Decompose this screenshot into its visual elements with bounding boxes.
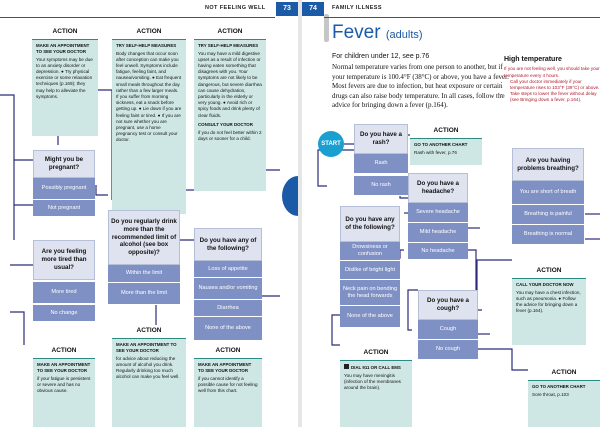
- question-following-left: Do you have any of the following?: [194, 228, 262, 261]
- action-box-anxiety: ACTION MAKE AN APPOINTMENT TO SEE YOUR DOCTOR Your symptoms may be due to an anxiety disorder or depression. ● Try physical exercise or some relaxation techniques (p.169); they may help to alleviate the symptoms.: [32, 26, 98, 136]
- left-header-rule: [0, 17, 275, 18]
- right-page-number: 74: [302, 2, 324, 16]
- question-tired: Are you feeling more tired than usual?: [33, 240, 95, 280]
- option-none-left[interactable]: None of the above: [194, 317, 262, 341]
- option-not-pregnant[interactable]: Not pregnant: [33, 200, 95, 217]
- action-box-rash: ACTION GO TO ANOTHER CHART Rash with fever, p.76: [410, 125, 482, 165]
- option-no-cough[interactable]: No cough: [418, 340, 478, 360]
- thermometer-icon: [324, 14, 329, 42]
- left-page: [0, 0, 298, 427]
- option-cough[interactable]: Cough: [418, 320, 478, 340]
- intro-text: For children under 12, see p.76 Normal temperature varies from one person to another, but if your temperature is 100.4°F (38°C) or above, you have a fever. Most fevers are due to infection, but heat exposure or certain drugs can also raise body temperature. In all cases, follow the advice for bringing down a fever (p.164).: [332, 53, 509, 110]
- option-breathing-normal[interactable]: Breathing is normal: [512, 225, 584, 245]
- action-box-sore-throat: ACTION GO TO ANOTHER CHART Sore throat, p.103: [528, 367, 600, 427]
- option-severe-headache[interactable]: Severe headache: [408, 203, 468, 223]
- option-more-than-limit[interactable]: More than the limit: [108, 283, 180, 305]
- option-rash[interactable]: Rash: [354, 154, 408, 174]
- question-breathing: Are you having problems breathing?: [512, 148, 584, 181]
- question-headache: Do you have a headache?: [408, 173, 468, 203]
- option-within-limit[interactable]: Within the limit: [108, 265, 180, 283]
- action-box-urgent: ACTION DIAL 911 OR CALL EMS You may have meningitis (infection of the membranes around the brain).: [340, 347, 412, 427]
- action-box-pregnancy: ACTION TRY SELF-HELP MEASURES Body changes that occur soon after conception can make you feel unwell. Symptoms include fatigue, feeling faint, and nausea/vomiting. ● Eat frequent small meals throughout the day rather than a few larger meals. If you suffer from morning sickness, eat a snack before getting up. ● Lie down if you are feeling faint or tired. ● If you are not sure whether you are pregnant, use a home pregnancy test or consult your doctor.: [112, 26, 186, 214]
- option-dislike-light[interactable]: Dislike of bright light: [340, 261, 400, 280]
- option-none-right[interactable]: None of the above: [340, 306, 400, 328]
- question-rash: Do you have a rash?: [354, 124, 408, 154]
- option-nausea[interactable]: Nausea and/or vomiting: [194, 278, 262, 300]
- question-alcohol: Do you regularly drink more than the recommended limit of alcohol (see box opposite)?: [108, 210, 180, 265]
- option-diarrhea[interactable]: Diarrhea: [194, 300, 262, 317]
- question-following-right: Do you have any of the following?: [340, 206, 400, 242]
- action-box-alcohol: ACTION MAKE AN APPOINTMENT TO SEE YOUR DOCTOR for advice about reducing the amount of alcohol you drink. Regularly drinking too much alcohol can make you feel well.: [112, 325, 186, 427]
- option-possibly-pregnant[interactable]: Possibly pregnant: [33, 178, 95, 200]
- option-neck-pain[interactable]: Neck pain on bending the head forwards: [340, 280, 400, 306]
- high-temperature-panel: High temperature If you are not feeling well, you should take your temperature every 4 hours. • Call your doctor immediately if your temperature rises to 103°F (39°C) or above. • Take steps to lower the fever without delay (see Bringing down a fever, p.164).: [504, 55, 600, 104]
- action-box-unknown: ACTION MAKE AN APPOINTMENT TO SEE YOUR DOCTOR if you cannot identify a possible cause for not feeling well from this chart.: [194, 345, 262, 427]
- left-running-header: NOT FEELING WELL: [205, 5, 266, 11]
- high-temp-item: • Take steps to lower the fever without delay (see Bringing down a fever, p.164).: [510, 91, 600, 103]
- option-loss-appetite[interactable]: Loss of appetite: [194, 261, 262, 278]
- option-breathing-painful[interactable]: Breathing is painful: [512, 205, 584, 225]
- question-cough: Do you have a cough?: [418, 290, 478, 320]
- right-header-rule: [324, 17, 600, 18]
- action-box-fatigue: ACTION MAKE AN APPOINTMENT TO SEE YOUR DOCTOR if your fatigue is persistent or severe and has no obvious cause.: [33, 345, 95, 427]
- option-no-rash[interactable]: No rash: [354, 176, 408, 196]
- right-running-header: FAMILY ILLNESS: [332, 5, 382, 11]
- option-no-change[interactable]: No change: [33, 305, 95, 322]
- action-box-digestive: ACTION TRY SELF-HELP MEASURES You may have a mild digestive upset as a result of infection or having eaten something that disagrees with you. Your symptoms are not likely to be dangerous, but severe diarrhea can cause dehydration, particularly in the elderly or very young. ● Avoid rich or spicy foods and drink plenty of clear fluids. CONSULT YOUR DOCTOR if you do not feel better within 2 days or sooner for a child.: [194, 26, 266, 191]
- action-box-call-doctor: ACTION CALL YOUR DOCTOR NOW You may have a chest infection, such as pneumonia. ● Follow the advice for bringing down a fever (p.164).: [512, 265, 586, 345]
- option-no-headache[interactable]: No headache: [408, 243, 468, 260]
- start-node: START: [318, 131, 344, 157]
- option-mild-headache[interactable]: Mild headache: [408, 223, 468, 243]
- right-page: [302, 0, 600, 427]
- option-short-breath[interactable]: You are short of breath: [512, 181, 584, 205]
- urgent-icon: [344, 364, 349, 369]
- question-pregnant: Might you be pregnant?: [33, 150, 95, 178]
- left-page-number: 73: [276, 2, 298, 16]
- option-more-tired[interactable]: More tired: [33, 282, 95, 304]
- option-drowsiness[interactable]: Drowsiness or confusion: [340, 242, 400, 261]
- page-title: Fever (adults): [332, 22, 423, 43]
- high-temp-item: • Call your doctor immediately if your temperature rises to 103°F (39°C) or above.: [510, 79, 600, 91]
